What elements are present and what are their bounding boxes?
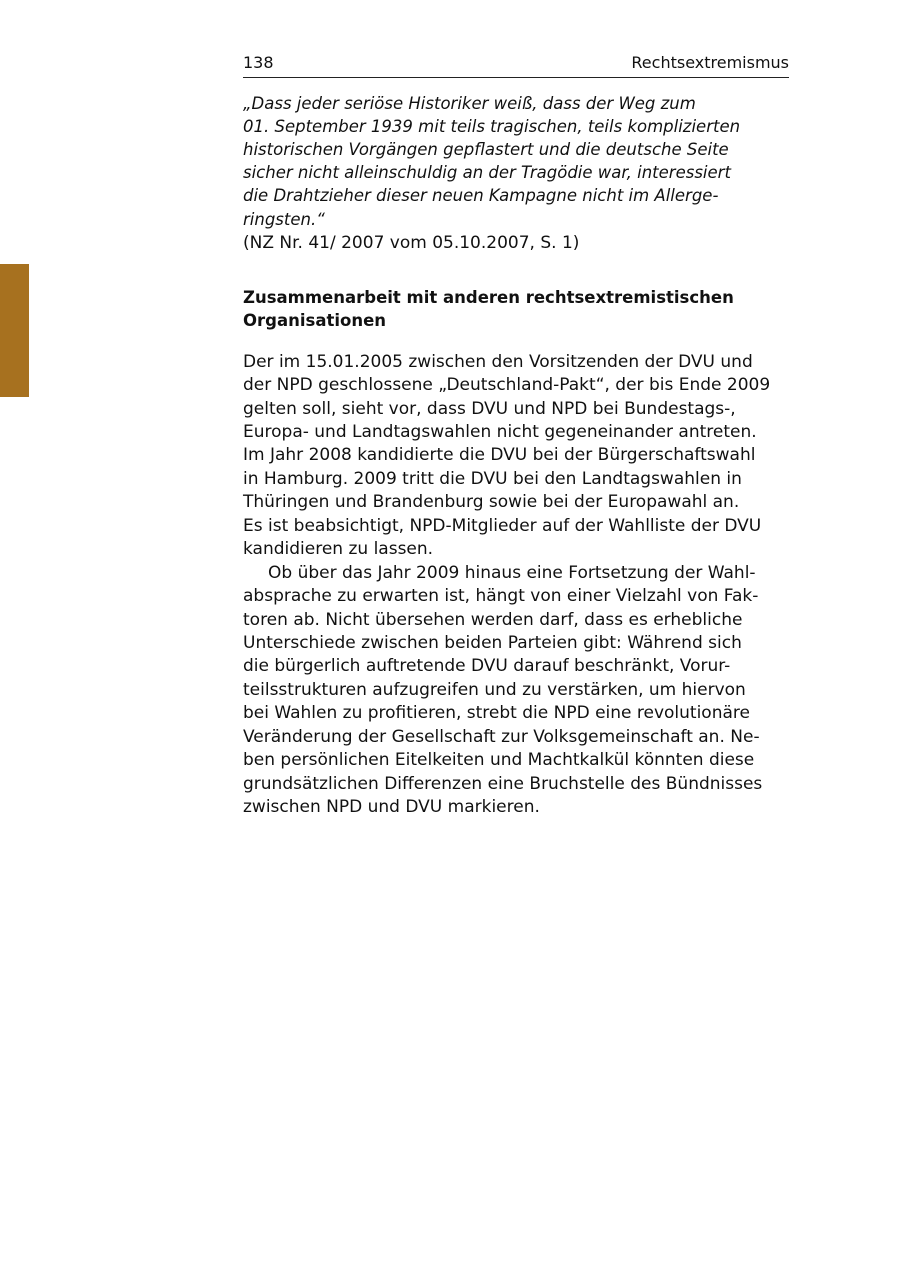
quote-line: „Dass jeder seriöse Historiker weiß, dass der Weg zum: [243, 94, 696, 113]
quote-line: historischen Vorgängen gepflastert und die deutsche Seite: [243, 140, 729, 159]
heading-line: Organisationen: [243, 311, 387, 330]
paragraph-line: Europa- und Landtagswahlen nicht gegeneinander antreten.: [243, 422, 757, 442]
paragraph-line: Thüringen und Brandenburg sowie bei der Europawahl an.: [243, 492, 740, 512]
quote-line: die Drahtzieher dieser neuen Kampagne nicht im Allerge-: [243, 186, 719, 205]
paragraph-line: zwischen NPD und DVU markieren.: [243, 797, 540, 817]
paragraph-line: kandidieren zu lassen.: [243, 539, 434, 559]
paragraph-line: Der im 15.01.2005 zwischen den Vorsitzenden der DVU und: [243, 352, 753, 372]
paragraph-line: gelten soll, sieht vor, dass DVU und NPD bei Bundestags-,: [243, 399, 736, 419]
paragraph-line: Veränderung der Gesellschaft zur Volksgemeinschaft an. Ne-: [243, 727, 760, 747]
paragraph-line: Ob über das Jahr 2009 hinaus eine Fortsetzung der Wahl-: [268, 563, 756, 583]
heading-line: Zusammenarbeit mit anderen rechtsextremistischen: [243, 288, 734, 307]
paragraph-line: bei Wahlen zu profitieren, strebt die NPD eine revolutionäre: [243, 703, 750, 723]
paragraph-line: teilsstrukturen aufzugreifen und zu verstärken, um hiervon: [243, 680, 746, 700]
paragraph-line: Im Jahr 2008 kandidierte die DVU bei der Bürgerschaftswahl: [243, 445, 756, 465]
paragraph-line: ben persönlichen Eitelkeiten und Machtkalkül könnten diese: [243, 750, 755, 770]
paragraph-line: Unterschiede zwischen beiden Parteien gibt: Während sich: [243, 633, 742, 653]
page-number: 138: [243, 53, 274, 72]
quote-line: sicher nicht alleinschuldig an der Tragödie war, interessiert: [243, 163, 731, 182]
paragraph-line: grundsätzlichen Differenzen eine Bruchstelle des Bündnisses: [243, 774, 763, 794]
paragraph-line: toren ab. Nicht übersehen werden darf, dass es erhebliche: [243, 610, 743, 630]
paragraph-line: der NPD geschlossene „Deutschland-Pakt“, der bis Ende 2009: [243, 375, 771, 395]
quote-source: (NZ Nr. 41/ 2007 vom 05.10.2007, S. 1): [243, 233, 580, 253]
quote-line: 01. September 1939 mit teils tragischen, teils komplizierten: [243, 117, 741, 136]
page-header: [243, 53, 789, 78]
paragraph-line: Es ist beabsichtigt, NPD-Mitglieder auf der Wahlliste der DVU: [243, 516, 762, 536]
running-title: Rechtsextremismus: [631, 53, 789, 72]
paragraph-line: die bürgerlich auftretende DVU darauf beschränkt, Vorur-: [243, 656, 731, 676]
paragraph-line: in Hamburg. 2009 tritt die DVU bei den Landtagswahlen in: [243, 469, 742, 489]
quote-line: ringsten.“: [243, 210, 325, 229]
chapter-tab-marker: [0, 264, 29, 397]
paragraph-line: absprache zu erwarten ist, hängt von einer Vielzahl von Fak-: [243, 586, 759, 606]
